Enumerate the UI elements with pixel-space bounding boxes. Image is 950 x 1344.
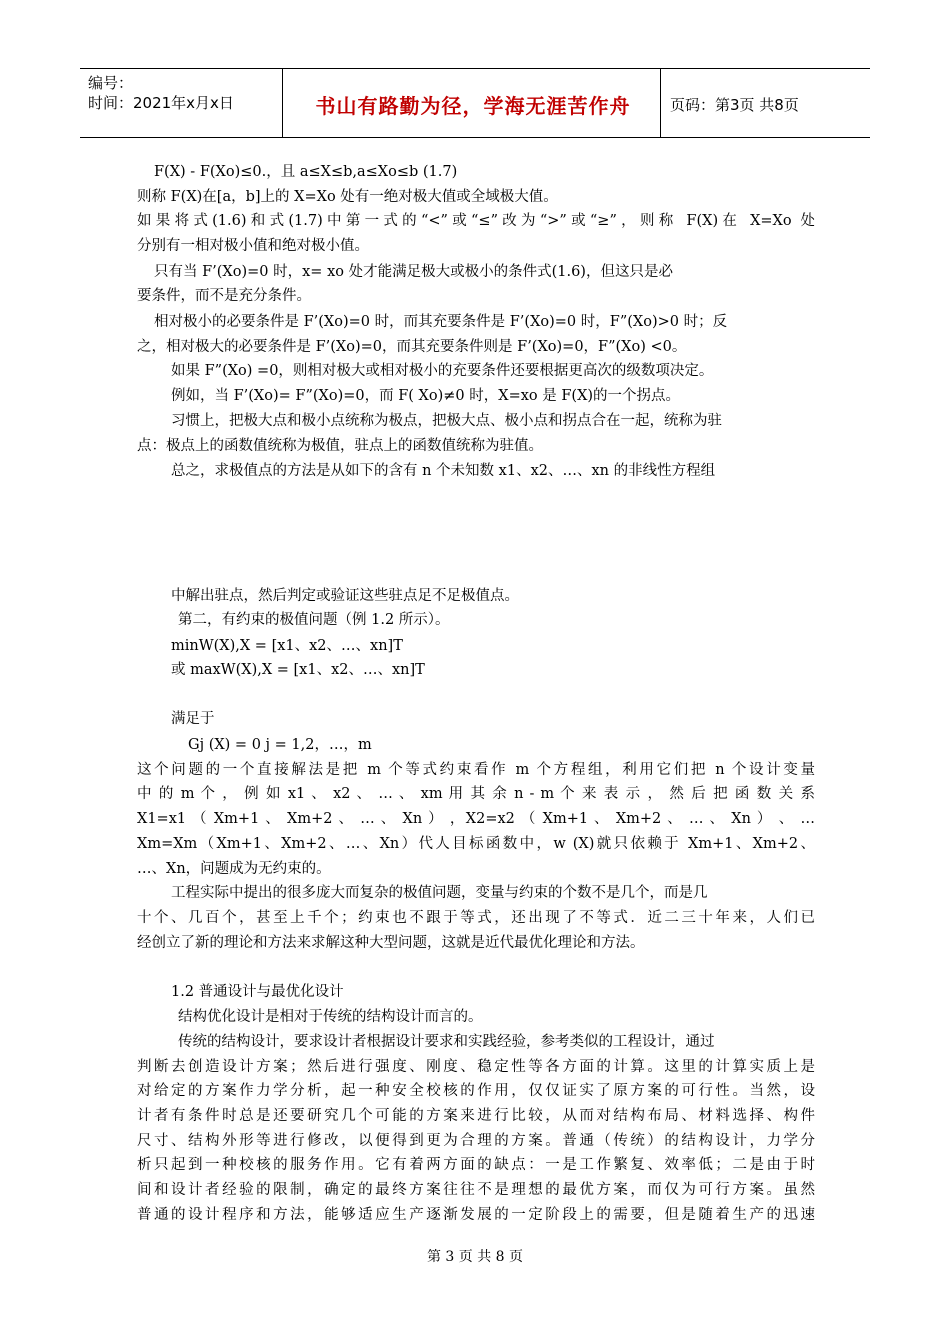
text-line: 十个、几百个，甚至上千个；约束也不跟于等式，还出现了不等式．近二三十年来，人们已 [137,910,815,926]
page-header [80,68,870,138]
text-line: 析只起到一种校核的服务作用。它有着两方面的缺点：一是工作繁复、效率低；二是由于时 [137,1157,815,1173]
header-divider [660,69,661,137]
formula-line: Gj (X) = 0 j = 1,2，…，m [188,737,372,753]
text-line: 例如，当 F’(Xo)= F”(Xo)=0，而 F( Xo)≠0 时，X=xo 是 F(X)的一个拐点。 [171,388,681,404]
text-line: Xm=Xm（Xm+1、Xm+2、…、Xn）代人目标函数中，w (X)就只依赖于 Xm+1、Xm+2、 [137,836,815,852]
text-line: F(X) - F(Xo)≤0.，且 a≤X≤b,a≤Xo≤b (1.7) [154,164,458,180]
document-date: 时间：2021年x月x日 [88,94,234,112]
text-line: 普通的设计程序和方法，能够适应生产逐渐发展的一定阶段上的需要，但是随着生产的迅速 [137,1207,815,1223]
formula-line: minW(X),X = [x1、x2、…、xn]T [171,638,403,654]
document-code-label: 编号： [88,74,134,92]
text-line: 传统的结构设计，要求设计者根据设计要求和实践经验，参考类似的工程设计，通过 [178,1034,715,1050]
text-line: 习惯上，把极大点和极小点统称为极点，把极大点、极小点和拐点合在一起，统称为驻 [171,413,722,429]
text-line: 经创立了新的理论和方法来求解这种大型问题，这就是近代最优化理论和方法。 [137,935,645,951]
text-line: 中解出驻点，然后判定或验证这些驻点足不足极值点。 [171,588,519,604]
text-line: 点：极点上的函数值统称为极值，驻点上的函数值统称为驻值。 [137,438,543,454]
header-motto: 书山有路勤为径，学海无涯苦作舟 [315,94,631,118]
text-line: 如果 F”(Xo) =0，则相对极大或相对极小的充要条件还要根据更高次的级数项决定。 [171,363,714,379]
header-meta [88,73,234,113]
text-line: 判断去创造设计方案；然后进行强度、刚度、稳定性等各方面的计算。这里的计算实质上是 [137,1059,815,1075]
section-heading: 1.2 普通设计与最优化设计 [171,984,344,1000]
header-page-info: 页码：第3页 共8页 [670,96,799,114]
text-line: 如果将式(1.6)和式(1.7)中第一式的“<”或“≤”改为“>”或“≥”，则称 F(X)在 X=Xo 处 [137,213,815,229]
text-line: 相对极小的必要条件是 F’(Xo)=0 时，而其充要条件是 F’(Xo)=0 时，F”(Xo)>0 时；反 [154,314,728,330]
text-line: 工程实际中提出的很多庞大而复杂的极值问题，变量与约束的个数不是几个，而是几 [171,885,708,901]
text-line: X1=x1 （ Xm+1 、 Xm+2 、 … 、 Xn ） ，X2=x2 （ Xm+1 、 Xm+2 、 … 、 Xn ） 、 … [137,811,815,827]
text-line: …、Xn，问题成为无约束的。 [137,861,331,877]
text-line: 这个问题的一个直接解法是把 m 个等式约束看作 m 个方程组，利用它们把 n 个设计变量 [137,762,815,778]
text-line: 要条件，而不是充分条件。 [137,288,311,304]
formula-line: 或 maxW(X),X = [x1、x2、…、xn]T [171,662,425,678]
page-footer: 第 3 页 共 8 页 [426,1249,524,1265]
header-divider [282,69,283,137]
text-line: 对给定的方案作力学分析，起一种安全校核的作用，仅仅证实了原方案的可行性。当然，设 [137,1083,815,1099]
text-line: 之，相对极大的必要条件是 F’(Xo)=0，而其充要条件则是 F’(Xo)=0，F”(Xo) <0。 [137,339,687,355]
text-line: 分别有一相对极小值和绝对极小值。 [137,238,369,254]
text-line: 结构优化设计是相对于传统的结构设计而言的。 [178,1009,483,1025]
text-line: 满足于 [171,711,215,727]
text-line: 中 的 m 个 ， 例 如 x1 、 x2 、 … 、 xm 用 其 余 n - m 个 来 表 示 ， 然 后 把 函 数 关 系 [137,786,815,802]
text-line: 计者有条件时总是还要研究几个可能的方案来进行比较，从而对结构布局、材料选择、构件 [137,1108,815,1124]
text-line: 只有当 F’(Xo)=0 时，x= xo 处才能满足极大或极小的条件式(1.6)，但这只是必 [154,264,673,280]
text-line: 总之，求极值点的方法是从如下的含有 n 个未知数 x1、x2、…、xn 的非线性方程组 [171,463,716,479]
text-line: 则称 F(X)在[a，b]上的 X=Xo 处有一绝对极大值或全域极大值。 [137,189,558,205]
text-line: 间和设计者经验的限制，确定的最终方案往往不是理想的最优方案，而仅为可行方案。虽然 [137,1182,815,1198]
text-line: 尺寸、结构外形等进行修改，以便得到更为合理的方案。普通（传统）的结构设计，力学分 [137,1133,815,1149]
text-line: 第二，有约束的极值问题（例 1.2 所示）。 [178,612,450,628]
